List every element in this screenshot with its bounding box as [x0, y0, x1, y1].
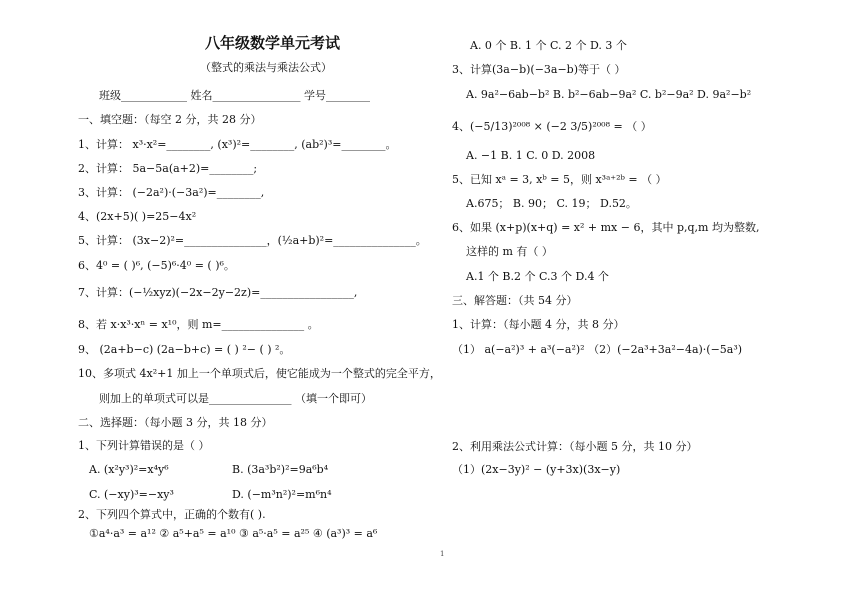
- solve-question-2: 2、利用乘法公式计算：（每小题 5 分，共 10 分）: [452, 440, 698, 453]
- choice-question-6-line2: 这样的 m 有（ ）: [466, 245, 553, 258]
- fill-question-5: 5、计算： (3x−2)²=_______________，(½a+b)²=_______________。: [78, 234, 427, 247]
- choice-1-option-b: B. (3a³b²)²=9a⁶b⁴: [232, 463, 329, 476]
- student-info-line: 班级____________ 姓名________________ 学号________: [99, 89, 370, 102]
- exam-subtitle: （整式的乘法与乘法公式）: [200, 61, 332, 74]
- fill-question-3: 3、计算： (−2a²)·(−3a²)=________,: [78, 186, 265, 199]
- choice-question-3: 3、计算(3a−b)(−3a−b)等于（ ）: [452, 63, 626, 76]
- fill-question-1: 1、计算： x³·x²=________, (x³)²=________, (ab²)³=________。: [78, 138, 397, 151]
- fill-question-2: 2、计算： 5a−5a(a+2)=________;: [78, 162, 258, 175]
- section-3-heading: 三、解答题：（共 54 分）: [452, 294, 578, 307]
- fill-question-10-line1: 10、多项式 4x²+1 加上一个单项式后，使它能成为一个整式的完全平方，: [78, 367, 441, 380]
- choice-1-option-d: D. (−m³n²)²=m⁶n⁴: [232, 488, 332, 501]
- choice-question-6-line1: 6、如果 (x+p)(x+q) = x² + mx − 6，其中 p,q,m 均为整数,: [452, 221, 760, 234]
- choice-5-options: A.675； B. 90； C. 19； D.52。: [466, 197, 637, 210]
- choice-question-1: 1、下列计算错误的是（ ）: [78, 439, 210, 452]
- choice-question-4: 4、(−5/13)²⁰⁰⁸ × (−2 3/5)²⁰⁰⁸ = （ ）: [452, 120, 652, 133]
- solve-question-1-parts: （1） a(−a²)³ + a³(−a²)² （2）(−2a³+3a²−4a)·(−5a³): [452, 343, 743, 356]
- choice-1-option-c: C. (−xy)³=−xy³: [89, 488, 174, 501]
- fill-question-10-line2: 则加上的单项式可以是_______________ （填一个即可）: [99, 392, 372, 405]
- choice-3-options: A. 9a²−6ab−b² B. b²−6ab−9a² C. b²−9a² D. 9a²−b²: [466, 88, 752, 101]
- fill-question-7: 7、计算：(−½xyz)(−2x−2y−2z)=_________________,: [78, 286, 358, 299]
- solve-question-2-part1: （1）(2x−3y)² − (y+3x)(3x−y): [452, 463, 621, 476]
- choice-2-answers: A. 0 个 B. 1 个 C. 2 个 D. 3 个: [470, 39, 627, 52]
- choice-question-2: 2、下列四个算式中，正确的个数有( ).: [78, 508, 266, 521]
- exam-title: 八年级数学单元考试: [205, 34, 341, 52]
- fill-question-4: 4、(2x+5)( )=25−4x²: [78, 210, 197, 223]
- solve-question-1: 1、计算：（每小题 4 分，共 8 分）: [452, 318, 625, 331]
- page-number: 1: [440, 550, 445, 558]
- section-1-heading: 一、填空题：（每空 2 分，共 28 分）: [78, 113, 262, 126]
- choice-question-5: 5、已知 xᵃ = 3, xᵇ = 5，则 x³ᵃ⁺²ᵇ = （ ）: [452, 173, 667, 186]
- choice-2-items: ①a⁴·a³ = a¹² ② a⁵+a⁵ = a¹⁰ ③ a⁵·a⁵ = a²⁵ ④ (a³)³ = a⁶: [89, 527, 378, 540]
- fill-question-8: 8、若 x·x³·xⁿ = x¹⁰，则 m=_______________ 。: [78, 318, 319, 331]
- fill-question-6: 6、4⁰ = ( )⁶, (−5)⁶·4⁰ = ( )⁶。: [78, 259, 235, 272]
- choice-6-options: A.1 个 B.2 个 C.3 个 D.4 个: [466, 270, 609, 283]
- fill-question-9: 9、 (2a+b−c) (2a−b+c) = ( ) ²− ( ) ²。: [78, 343, 291, 356]
- section-2-heading: 二、选择题：（每小题 3 分，共 18 分）: [78, 416, 273, 429]
- choice-4-options: A. −1 B. 1 C. 0 D. 2008: [466, 149, 596, 162]
- choice-1-option-a: A. (x²y³)²=x⁴y⁶: [89, 463, 169, 476]
